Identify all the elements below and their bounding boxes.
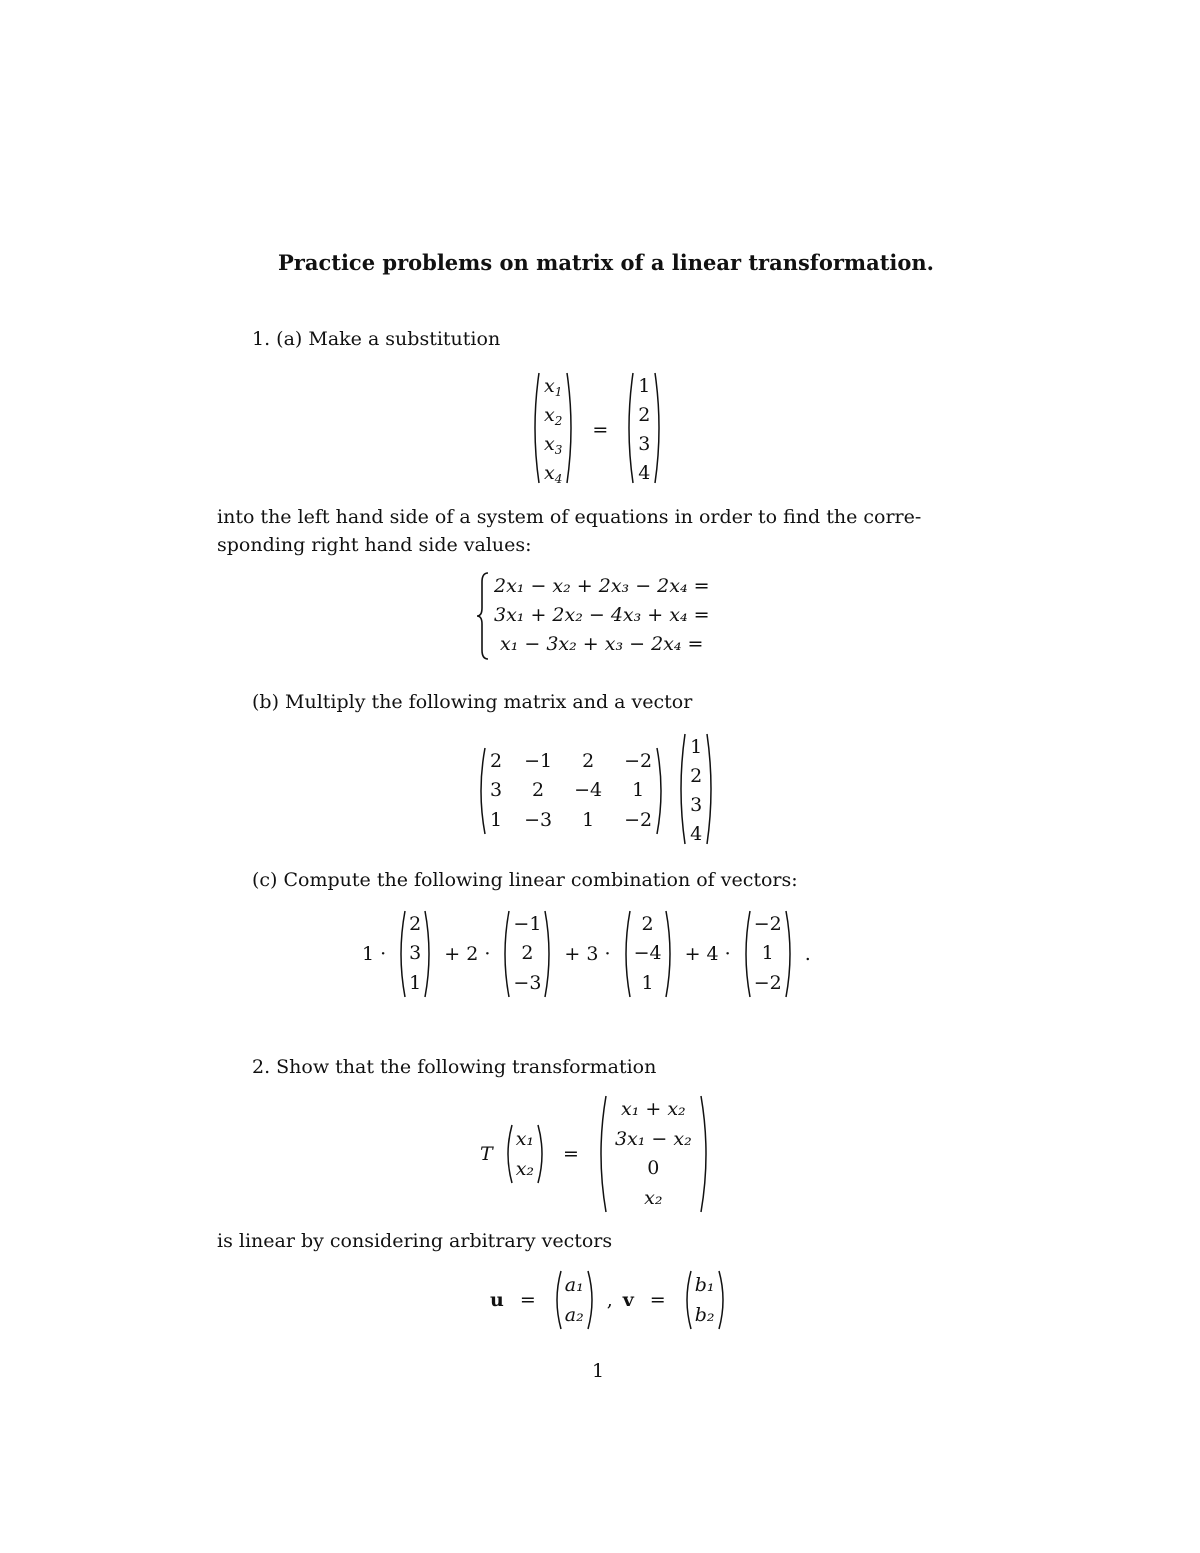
vector-entry: 2 [521, 942, 534, 965]
page-number: 1 [592, 1360, 605, 1382]
vector-entry: x₁ [515, 1127, 535, 1150]
right-paren [665, 910, 675, 998]
v-label: v [622, 1289, 634, 1311]
problem-2-text: is linear by considering arbitrary vectors [217, 1230, 613, 1252]
lhs-vector [530, 372, 576, 488]
vector-entry: 2 [409, 913, 422, 936]
left-paren [500, 910, 510, 998]
coefficient: + 2 · [444, 943, 491, 965]
equation-line: 3x₁ + 2x₂ − 4x₃ + x₄ = [494, 604, 710, 626]
vector-entry: 1 [409, 971, 422, 994]
vector-entry: 3 [409, 942, 422, 965]
coefficient: + 4 · [684, 943, 731, 965]
vector-entry: −1 [513, 913, 542, 936]
matrix-entry: 1 [490, 808, 503, 831]
right-paren [537, 1124, 547, 1184]
vector-entry: 3x₁ − x₂ [614, 1127, 692, 1150]
vector-entry: −4 [633, 942, 662, 965]
coefficient: 1 · [362, 943, 387, 965]
vector-entry: a₁ [564, 1273, 584, 1296]
vector-entry: b₂ [694, 1303, 715, 1326]
page-title: Practice problems on matrix of a linear transformation. [278, 250, 934, 275]
left-paren [396, 910, 406, 998]
comma: , [606, 1289, 613, 1311]
matrix-entry: −4 [574, 779, 603, 802]
vector-entry: $x_1$ [544, 375, 563, 399]
left-paren [595, 1095, 607, 1213]
linear-combination [362, 910, 811, 998]
arbitrary-vectors [490, 1270, 728, 1330]
combo-vector [396, 910, 434, 998]
matrix-entry: −2 [624, 808, 653, 831]
vector-entry: x₂ [644, 1186, 663, 1209]
right-paren [654, 372, 664, 484]
matrix-entry: −1 [524, 750, 553, 773]
combo-vector [500, 910, 554, 998]
vector-entry: a₂ [564, 1303, 584, 1326]
equals-sign: = [519, 1289, 536, 1311]
problem-1a-intro: 1. (a) Make a substitution [252, 328, 501, 350]
matrix-entry: 2 [532, 779, 545, 802]
input-vector [676, 733, 716, 849]
period: . [804, 943, 811, 965]
left-paren [682, 1270, 692, 1330]
vector-entry: 2 [638, 404, 651, 426]
coefficient-matrix [476, 747, 666, 835]
substitution-equation [530, 372, 664, 488]
right-paren [656, 747, 666, 835]
combo-vector [621, 910, 675, 998]
equals-sign: = [649, 1289, 666, 1311]
vector-entry: b₁ [694, 1273, 715, 1296]
u-vector [552, 1270, 597, 1330]
rhs-vector [624, 372, 664, 488]
problem-1-text-line2: sponding right hand side values: [217, 534, 532, 556]
vector-entry: 2 [641, 913, 654, 936]
left-paren [476, 747, 486, 835]
combo-vector [741, 910, 795, 998]
problem-2-intro: 2. Show that the following transformation [252, 1056, 657, 1078]
vector-entry: 3 [638, 433, 651, 455]
transformation-definition [480, 1095, 712, 1213]
left-paren [741, 910, 751, 998]
matrix-entry: 2 [490, 750, 503, 773]
right-paren [424, 910, 434, 998]
left-paren [530, 372, 540, 484]
left-paren [503, 1124, 513, 1184]
vector-entry: 4 [638, 462, 651, 484]
left-paren [676, 733, 686, 845]
vector-entry: $x_3$ [544, 433, 563, 457]
matrix-entry: 1 [582, 808, 595, 831]
vector-entry: −2 [753, 971, 782, 994]
right-paren [700, 1095, 712, 1213]
vector-entry: 1 [641, 971, 654, 994]
vector-entry: −3 [513, 971, 542, 994]
right-paren [785, 910, 795, 998]
left-paren [624, 372, 634, 484]
vector-entry: x₁ + x₂ [621, 1098, 686, 1121]
matrix-entry: −3 [524, 808, 553, 831]
equation-line: x₁ − 3x₂ + x₃ − 2x₄ = [500, 633, 704, 655]
vector-entry: 3 [690, 794, 703, 816]
right-paren [566, 372, 576, 484]
matrix-vector-product [476, 733, 716, 849]
right-paren [544, 910, 554, 998]
right-paren [587, 1270, 597, 1330]
vector-entry: 1 [690, 736, 703, 758]
vector-entry: x₂ [515, 1157, 535, 1180]
vector-entry: 4 [690, 823, 703, 845]
equals-sign: = [563, 1143, 579, 1165]
v-vector [682, 1270, 728, 1330]
coefficient: + 3 · [564, 943, 611, 965]
transformation-output [595, 1095, 712, 1213]
problem-1-text-line1: into the left hand side of a system of equations in order to find the corre- [217, 506, 922, 528]
transformation-input [503, 1124, 547, 1184]
problem-1b-intro: (b) Multiply the following matrix and a vector [252, 691, 693, 713]
matrix-entry: 2 [582, 750, 595, 773]
vector-entry: 0 [647, 1157, 660, 1180]
equation-line: 2x₁ − x₂ + 2x₃ − 2x₄ = [494, 575, 710, 597]
problem-1c-intro: (c) Compute the following linear combination of vectors: [252, 869, 798, 891]
vector-entry: 1 [638, 375, 651, 397]
transformation-label: T [480, 1143, 493, 1165]
vector-entry: $x_2$ [544, 404, 563, 428]
vector-entry: 1 [761, 942, 774, 965]
right-paren [718, 1270, 728, 1330]
equation-system [476, 572, 710, 660]
left-paren [552, 1270, 562, 1330]
left-brace [476, 572, 490, 660]
matrix-entry: 1 [632, 779, 645, 802]
vector-entry: 2 [690, 765, 703, 787]
matrix-entry: −2 [624, 750, 653, 773]
left-paren [621, 910, 631, 998]
vector-entry: −2 [753, 913, 782, 936]
matrix-entry: 3 [490, 779, 503, 802]
vector-entry: $x_4$ [544, 462, 563, 486]
u-label: u [490, 1289, 504, 1311]
equals-sign: = [592, 419, 609, 441]
right-paren [706, 733, 716, 845]
